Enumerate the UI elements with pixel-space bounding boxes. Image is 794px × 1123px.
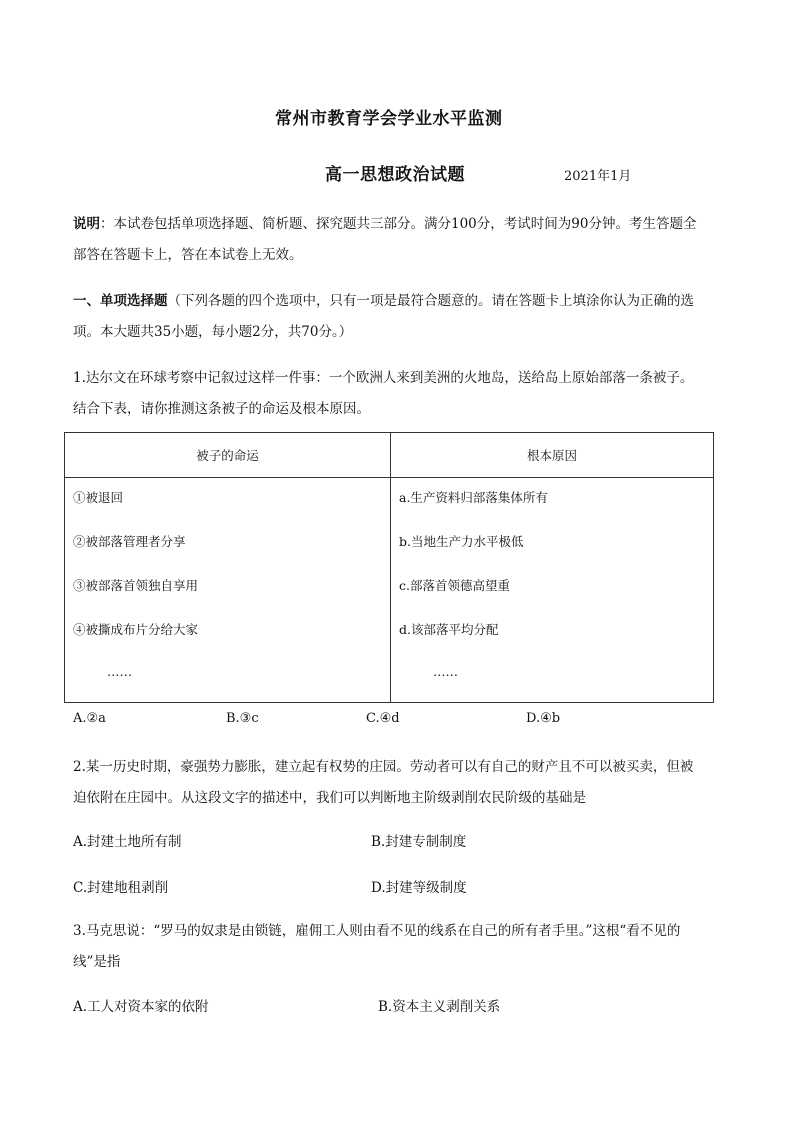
q3-stem-line-2: 线”是指	[73, 954, 121, 970]
q3-stem-line-1: 3.马克思说：“罗马的奴隶是由锁链，雇佣工人则由看不见的线系在自己的所有者手里。”这根“看不见的	[73, 923, 681, 939]
q1-table-header-cause: 根本原因	[391, 433, 714, 478]
q1-cause-a: a.生产资料归部落集体所有	[399, 490, 548, 505]
instructions-line-1: 说明：本试卷包括单项选择题、简析题、探究题共三部分。满分100分，考试时间为90分钟。考生答题全	[73, 216, 697, 232]
instructions-label: 说明	[73, 216, 100, 232]
exam-title: 常州市教育学会学业水平监测	[275, 109, 503, 129]
q2-option-c: C.封建地租剥削	[73, 880, 169, 896]
q3-option-b: B.资本主义剥削关系	[378, 999, 501, 1015]
q2-stem-line-1: 2.某一历史时期，豪强势力膨胀，建立起有权势的庄园。劳动者可以有自己的财产且不可以被买卖，但被	[73, 759, 694, 775]
q1-table	[64, 432, 714, 703]
q1-cause-d: d.该部落平均分配	[399, 622, 499, 637]
q1-option-d: D.④b	[526, 711, 561, 726]
exam-date: 2021年1月	[564, 169, 632, 184]
q1-table-fate-cell	[65, 478, 391, 703]
q1-option-a: A.②a	[73, 711, 106, 726]
section1-line-1: 一、单项选择题（下列各题的四个选项中，只有一项是最符合题意的。请在答题卡上填涂你认为正确的选	[73, 293, 694, 309]
q1-cause-ellipsis: ……	[433, 664, 458, 679]
section1-line-2: 项。本大题共35小题，每小题2分，共70分。）	[73, 324, 353, 340]
q1-fate-1: ①被退回	[73, 490, 124, 505]
q1-fate-ellipsis: ……	[107, 664, 132, 679]
q2-option-d: D.封建等级制度	[371, 880, 467, 896]
q2-option-b: B.封建专制制度	[371, 834, 467, 850]
q2-option-a: A.封建土地所有制	[73, 834, 182, 850]
q1-cause-c: c.部落首领德高望重	[399, 578, 510, 593]
q2-stem-line-2: 迫依附在庄园中。从这段文字的描述中，我们可以判断地主阶级剥削农民阶级的基础是	[73, 790, 586, 806]
q1-stem-line-2: 结合下表，请你推测这条被子的命运及根本原因。	[73, 401, 370, 417]
q1-stem-line-1: 1.达尔文在环球考察中记叙过这样一件事：一个欧洲人来到美洲的火地岛，送给岛上原始部落一条被子。	[73, 370, 694, 386]
q1-option-b: B.③c	[226, 711, 259, 726]
q1-fate-4: ④被撕成布片分给大家	[73, 622, 199, 637]
q1-fate-3: ③被部落首领独自享用	[73, 578, 199, 593]
exam-subtitle: 高一思想政治试题	[325, 165, 465, 185]
q1-option-c: C.④d	[366, 711, 400, 726]
q3-option-a: A.工人对资本家的依附	[73, 999, 209, 1015]
instructions-line-2: 部答在答题卡上，答在本试卷上无效。	[73, 247, 303, 263]
section1-label: 一、单项选择题	[73, 293, 168, 309]
q1-fate-2: ②被部落管理者分享	[73, 534, 186, 549]
q1-cause-b: b.当地生产力水平极低	[399, 534, 524, 549]
q1-table-cause-cell	[391, 478, 714, 703]
q1-table-header-fate: 被子的命运	[65, 433, 391, 478]
